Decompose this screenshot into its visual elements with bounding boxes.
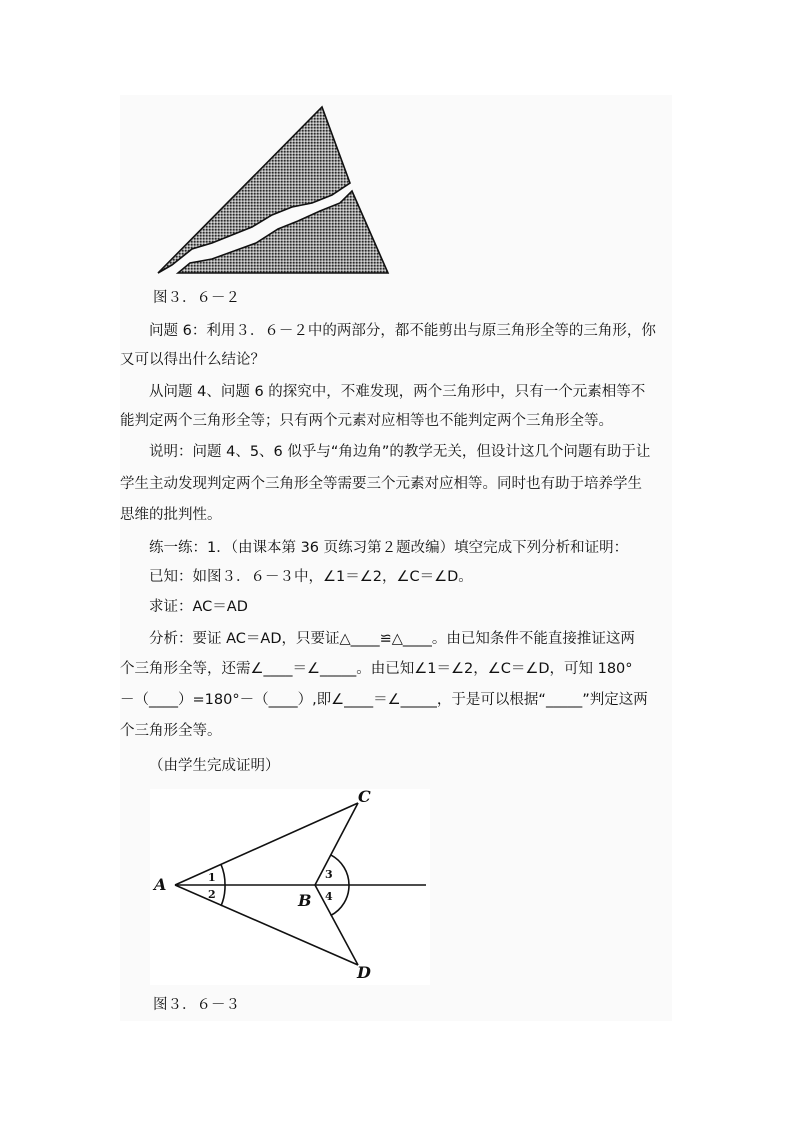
paragraph-analysis-line2: 个三角形全等，还需∠____＝∠_____。由已知∠1＝∠2，∠C＝∠D，可知 180° [120,661,633,677]
point-label-A: A [154,875,167,894]
angle-label-4: 4 [325,890,333,903]
point-label-B: B [298,891,312,910]
document-page [120,95,672,1021]
angle-label-1: 1 [208,871,216,884]
figure-caption-1: 图３．６－２ [153,290,240,306]
point-label-D: D [357,963,371,982]
paragraph-note-line2: 学生主动发现判定两个三角形全等需要三个元素对应相等。同时也有助于培养学生 [120,476,642,492]
paragraph-q6-line2: 又可以得出什么结论？ [120,352,265,368]
paragraph-analysis-line3: －（____）=180°－（____）,即∠____＝∠_____，于是可以根据“_____”判定这两 [120,692,648,708]
paragraph-analysis-line4: 个三角形全等。 [120,723,222,739]
torn-triangle-figure [152,103,402,278]
paragraph-note-line1: 说明：问题 4、5、6 似乎与“角边角”的教学无关，但设计这几个问题有助于让 [149,444,651,460]
angle-label-2: 2 [208,888,216,901]
paragraph-given: 已知：如图３．６－３中，∠1＝∠2，∠C＝∠D。 [149,569,473,585]
geometry-figure [150,789,430,985]
paragraph-analysis-line1: 分析：要证 AC＝AD，只要证△____≌△____。由已知条件不能直接推证这两 [149,631,635,647]
paragraph-prove: 求证：AC＝AD [149,599,248,615]
angle-label-3: 3 [325,868,333,881]
point-label-C: C [358,789,371,806]
figure-caption-2: 图３．６－３ [153,997,240,1013]
paragraph-q6-line1: 问题 6：利用３．６－２中的两部分，都不能剪出与原三角形全等的三角形，你 [149,323,656,339]
paragraph-finding-line1: 从问题 4、问题 6 的探究中，不难发现，两个三角形中，只有一个元素相等不 [149,384,646,400]
paragraph-exercise: 练一练：1．（由课本第 36 页练习第２题改编）填空完成下列分析和证明： [149,540,629,556]
paragraph-finding-line2: 能判定两个三角形全等；只有两个元素对应相等也不能判定两个三角形全等。 [120,413,613,429]
paragraph-student-proof: （由学生完成证明） [149,758,280,774]
paragraph-note-line3: 思维的批判性。 [120,507,222,523]
